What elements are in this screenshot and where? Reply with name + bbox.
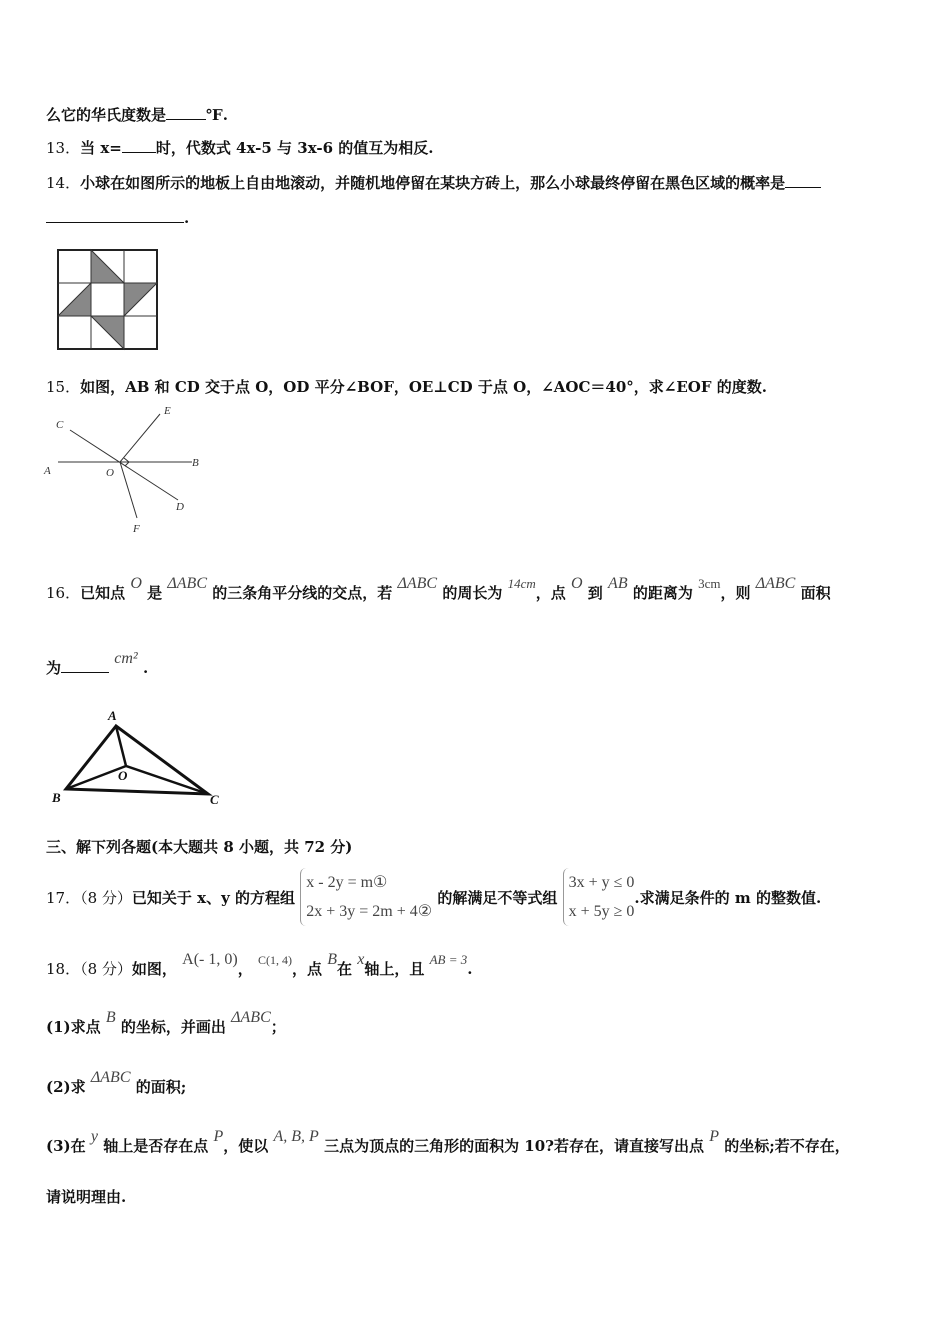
- q18-p1-end: ；: [270, 1018, 286, 1036]
- q16-text-6: 到: [587, 584, 603, 602]
- q18-p1-text-1: (1)求点: [46, 1018, 101, 1036]
- q16-text-1: 已知点: [80, 584, 126, 602]
- q18-y-axis: y: [90, 1128, 98, 1145]
- q16-point-O-2: O: [571, 575, 583, 592]
- q17-score: （8 分）: [80, 889, 132, 907]
- question-17: [46, 870, 821, 928]
- q18-comma: ，: [237, 960, 253, 978]
- label-A: A: [44, 465, 51, 477]
- q18-p1-point-B: B: [105, 1009, 116, 1026]
- q16-text-8: ，则: [720, 584, 751, 602]
- ray-OE: [120, 414, 160, 462]
- q17-equation-1: x - 2y = m①: [306, 874, 388, 891]
- q18-text-3: 在: [336, 960, 352, 978]
- q13-text-a: 当 x=: [80, 139, 122, 157]
- ray-OF: [120, 462, 137, 518]
- q16-distance: 3cm: [698, 576, 721, 591]
- label-O: O: [106, 467, 114, 479]
- question-15: [46, 376, 767, 397]
- q18-part-3-cont: [46, 1186, 126, 1207]
- q17-inequality-2: x + 5y ≥ 0: [568, 903, 635, 920]
- q17-inequality-system: [563, 868, 635, 926]
- angle-figure: [40, 400, 220, 540]
- q16-end: .: [142, 659, 149, 677]
- q17-number: 17．: [46, 889, 81, 907]
- triangle-ABC: [66, 726, 208, 794]
- question-16: [46, 575, 831, 603]
- q16-text-7: 的距离为: [632, 584, 693, 602]
- q13-text-b: 时，代数式 4x-5 与 3x-6 的值互为相反.: [155, 139, 434, 157]
- point-O: O: [118, 768, 128, 783]
- q18-AB-length: AB = 3: [429, 952, 468, 967]
- q18-point-P-2: P: [709, 1128, 719, 1145]
- q16-point-O: O: [130, 575, 142, 592]
- q18-text-1: 如图，: [131, 960, 177, 978]
- q18-p2-text-2: 的面积;: [135, 1078, 187, 1096]
- q16-unit: cm²: [114, 650, 138, 667]
- q18-p3-text-3: ，使以: [223, 1137, 269, 1155]
- q18-p3-text-2: 轴上是否存在点: [103, 1137, 209, 1155]
- q18-text-2: ，点: [291, 960, 322, 978]
- q14-blank-a[interactable]: [785, 173, 821, 188]
- q17-equation-2: 2x + 3y = 2m + 4②: [306, 903, 433, 920]
- q16-text-9: 面积: [800, 584, 831, 602]
- q18-number: 18．: [46, 960, 81, 978]
- q16-text-2: 是: [147, 584, 163, 602]
- q18-p2-triangle: ΔABC: [90, 1069, 131, 1086]
- q18-part-1: [46, 1009, 286, 1037]
- q18-point-C: C(1, 4): [257, 953, 292, 967]
- q16-text-4: 的周长为: [442, 584, 503, 602]
- q17-inequality-1: 3x + y ≤ 0: [568, 874, 635, 891]
- q16-number: 16．: [46, 584, 81, 602]
- q18-p2-text-1: (2)求: [46, 1078, 86, 1096]
- q17-text-1: 已知关于 x、y 的方程组: [131, 889, 296, 907]
- q18-text-4: 轴上，且: [364, 960, 425, 978]
- q12-text: 么它的华氏度数是: [46, 106, 167, 124]
- question-14-cont: [46, 208, 189, 227]
- question-13: [46, 137, 434, 158]
- question-18: [46, 951, 473, 979]
- q15-number: 15．: [46, 378, 81, 396]
- q17-equation-system: [300, 868, 432, 926]
- vertex-A: A: [108, 708, 117, 723]
- section-3-title-text: 三、解下列各题(本大题共 8 小题，共 72 分): [46, 838, 353, 856]
- question-14: [46, 172, 821, 193]
- label-B: B: [192, 457, 199, 469]
- q18-p3-text-5: 的坐标;若不存在，: [724, 1137, 850, 1155]
- q17-text-2: 的解满足不等式组: [437, 889, 558, 907]
- label-D: D: [176, 501, 184, 513]
- q16-text-10: 为: [46, 659, 62, 677]
- question-16-cont: [46, 650, 149, 678]
- vertex-B: B: [52, 790, 61, 805]
- q14-blank-b[interactable]: [46, 208, 184, 223]
- q18-point-P: P: [213, 1128, 224, 1145]
- q18-p3-text-4: 三点为顶点的三角形的面积为 10?若存在，请直接写出点: [324, 1137, 704, 1155]
- q13-number: 13．: [46, 139, 81, 157]
- vertex-C: C: [210, 792, 219, 807]
- q14-number: 14．: [46, 174, 81, 192]
- q18-score: （8 分）: [80, 960, 132, 978]
- label-F: F: [133, 523, 140, 535]
- q18-point-A: A(- 1, 0): [182, 951, 238, 968]
- q16-triangle-1: ΔABC: [167, 575, 207, 592]
- label-C: C: [56, 419, 64, 431]
- q16-blank[interactable]: [61, 658, 109, 673]
- floor-tile-figure: [56, 248, 162, 352]
- q18-end: .: [467, 960, 473, 978]
- q18-part-2: [46, 1069, 187, 1097]
- q18-p1-triangle: ΔABC: [231, 1009, 271, 1026]
- q14-text: 小球在如图所示的地板上自由地滚动，并随机地停留在某块方砖上，那么小球最终停留在黑色区域的概率是: [80, 174, 786, 192]
- floor-outer-border: [58, 250, 157, 349]
- section-3-title: [46, 836, 352, 857]
- q16-perimeter: 14cm: [507, 576, 536, 591]
- segment-CO: [126, 766, 208, 794]
- q18-p3-text-1: (3)在: [46, 1137, 86, 1155]
- q18-points-ABP: A, B, P: [273, 1128, 319, 1145]
- q14-end: .: [184, 209, 190, 227]
- q15-text: 如图，AB 和 CD 交于点 O，OD 平分∠BOF，OE⊥CD 于点 O，∠AOC＝40°，求∠EOF 的度数.: [80, 378, 767, 396]
- q12-unit: ℉.: [206, 106, 228, 124]
- q13-blank[interactable]: [122, 138, 156, 153]
- q18-part-3: [46, 1128, 850, 1156]
- q16-triangle-2: ΔABC: [397, 575, 438, 592]
- q18-x-axis: x: [357, 951, 365, 968]
- q16-text-3: 的三条角平分线的交点，若: [212, 584, 393, 602]
- q18-point-B: B: [327, 951, 337, 968]
- q17-text-3: .求满足条件的 m 的整数值.: [634, 889, 822, 907]
- line-CD: [70, 430, 178, 500]
- triangle-figure: [46, 704, 236, 808]
- q12-tail-line: [46, 104, 228, 125]
- q16-segment-AB: AB: [608, 575, 628, 592]
- q18-p3-text-6: 请说明理由.: [46, 1188, 127, 1206]
- q16-triangle-3: ΔABC: [755, 575, 796, 592]
- label-E: E: [164, 405, 171, 417]
- q16-text-5: ，点: [535, 584, 566, 602]
- q18-p1-text-2: 的坐标，并画出: [120, 1018, 226, 1036]
- q12-blank[interactable]: [166, 105, 206, 120]
